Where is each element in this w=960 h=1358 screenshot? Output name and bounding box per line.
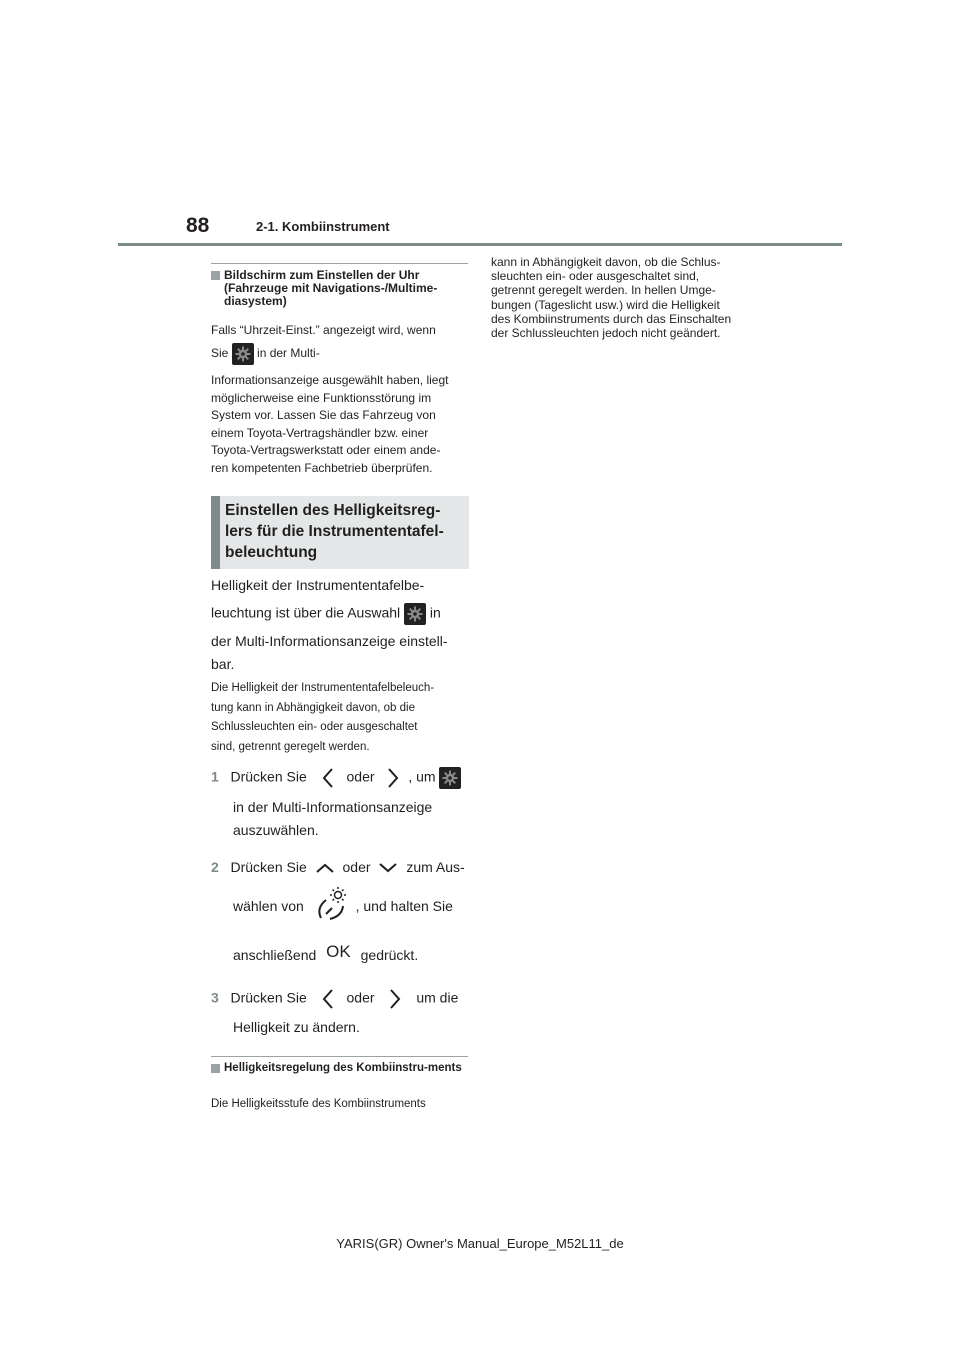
step-2-line3: anschließend OK gedrückt.	[233, 942, 419, 963]
section-title: 2-1. Kombiinstrument	[256, 219, 390, 234]
step-1-line3: auszuwählen.	[233, 822, 319, 838]
clock-text-line1: Falls “Uhrzeit-Einst.” angezeigt wird, wenn	[211, 323, 436, 337]
intro-line4: bar.	[211, 656, 235, 672]
header-rule	[118, 243, 842, 246]
subsection-brightness-title: Helligkeitsregelung des Kombiinstru-ments	[211, 1062, 468, 1075]
brightness-icon	[312, 886, 348, 922]
brightness-text: Die Helligkeitsstufe des Kombiinstruments	[211, 1098, 426, 1110]
right-column-text: kann in Abhängigkeit davon, ob die Schlus- sleuchten ein- oder ausgeschaltet sind, getrennt geregelt werden. In hellen Umge- bungen (Tageslicht usw.) wird die Helligkeit des Kombiinstruments durch das Einschalten der Schlussleuchten jedoch nicht geändert.	[491, 255, 732, 341]
settings-gear-icon	[439, 767, 461, 789]
subsection-clock-title: Bildschirm zum Einstellen der Uhr (Fahrzeuge mit Navigations-/Multime-diasystem)	[211, 269, 468, 308]
subsection-rule	[211, 263, 468, 264]
settings-gear-icon	[232, 343, 254, 365]
heading-bar	[211, 496, 220, 569]
intro-line1: Helligkeit der Instrumententafelbe-	[211, 577, 425, 593]
step-2-line1: 2 Drücken Sie oder zum Aus-	[211, 859, 465, 875]
section-heading: Einstellen des Helligkeitsreg- lers für die Instrumententafel- beleuchtung	[211, 496, 469, 569]
intro-line2: leuchtung ist über die Auswahl in	[211, 603, 441, 625]
clock-text-rest: Informationsanzeige ausgewählt haben, liegt möglicherweise eine Funktionsstörung im System vor. Lassen Sie das Fahrzeug von einem Toyota-Vertragshändler bzw. einer Toyota-Vertragswerkstatt oder einem ande- ren kompetenten Fachbetrieb überprüfen.	[211, 373, 449, 475]
ok-icon: OK	[326, 942, 351, 961]
chevron-left-icon	[321, 767, 335, 789]
step-3-line2: Helligkeit zu ändern.	[233, 1019, 360, 1035]
footer-manual-id: YARIS(GR) Owner's Manual_Europe_M52L11_de	[336, 1236, 624, 1251]
step-2-line2: wählen von , und halten Sie	[233, 886, 453, 922]
clock-text-line2: Sie in der Multi-	[211, 343, 469, 365]
step-3-line1: 3 Drücken Sie oder um die	[211, 988, 458, 1010]
chevron-right-icon	[388, 988, 402, 1010]
subsection-rule	[211, 1056, 468, 1057]
step-1-line1: 1 Drücken Sie oder , um	[211, 767, 461, 789]
chevron-left-icon	[321, 988, 335, 1010]
page-number: 88	[186, 214, 210, 237]
square-bullet-icon	[211, 271, 220, 280]
chevron-down-icon	[378, 862, 398, 874]
square-bullet-icon	[211, 1064, 220, 1073]
chevron-up-icon	[315, 862, 335, 874]
settings-gear-icon	[404, 603, 426, 625]
chevron-right-icon	[386, 767, 400, 789]
intro-line3: der Multi-Informationsanzeige einstell-	[211, 633, 448, 649]
step-1-line2: in der Multi-Informationsanzeige	[233, 799, 433, 815]
note-text: Die Helligkeit der Instrumententafelbeleuch- tung kann in Abhängigkeit davon, ob die Schlussleuchten ein- oder ausgeschaltet sind, getrennt geregelt werden.	[211, 682, 435, 753]
